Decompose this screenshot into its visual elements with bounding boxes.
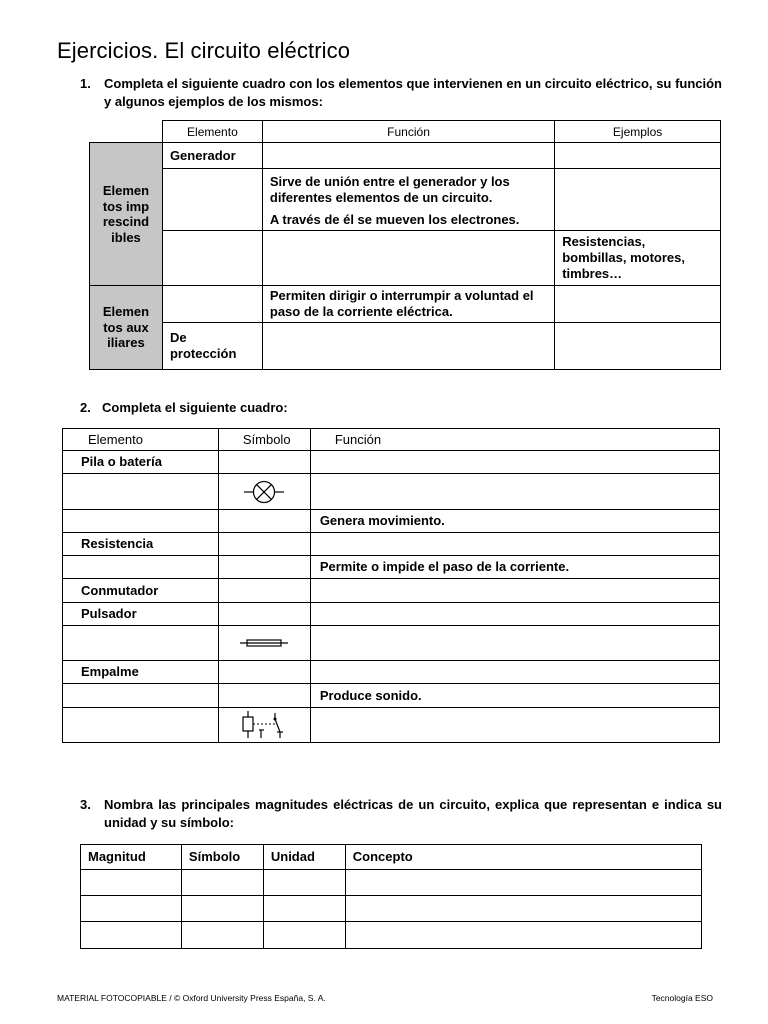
header-concepto: Concepto	[345, 845, 701, 870]
cell-elemento[interactable]	[63, 556, 219, 579]
header-magnitud: Magnitud	[81, 845, 182, 870]
group-label-imprescindibles: Elementos imprescindibles	[90, 143, 163, 286]
table-cell[interactable]	[555, 323, 721, 370]
lamp-symbol-icon	[242, 479, 286, 505]
question-number: 1.	[80, 76, 91, 91]
table-cell[interactable]	[218, 556, 310, 579]
cell-elemento: Pulsador	[63, 602, 219, 625]
cell-proteccion: De protección	[162, 323, 262, 370]
footer-copyright: MATERIAL FOTOCOPIABLE / © Oxford University Press España, S. A.	[57, 993, 326, 1003]
table-cell[interactable]	[262, 323, 554, 370]
footer-course: Tecnología ESO	[651, 993, 713, 1003]
header-simbolo: Símbolo	[218, 429, 310, 451]
cell-funcion: Genera movimiento.	[310, 509, 719, 532]
table-cell[interactable]	[218, 579, 310, 602]
table-cell[interactable]	[555, 169, 721, 231]
table-cell[interactable]	[181, 870, 263, 896]
table-cell[interactable]	[218, 451, 310, 474]
lamp-symbol-cell	[218, 474, 310, 509]
cell-funcion[interactable]	[310, 579, 719, 602]
table-cell[interactable]	[262, 231, 554, 286]
table-cell[interactable]	[81, 870, 182, 896]
table-cell[interactable]	[181, 896, 263, 922]
table-cell[interactable]	[162, 286, 262, 323]
symbols-table	[62, 428, 720, 743]
question-3-text: Nombra las principales magnitudes eléctricas de un circuito, explica que representan e indica su unidad y su símbolo:	[104, 797, 722, 830]
table-cell[interactable]	[181, 922, 263, 949]
cell-funcion: Produce sonido.	[310, 684, 719, 707]
magnitudes-table	[80, 844, 702, 949]
cell-elemento: Resistencia	[63, 532, 219, 555]
table-cell[interactable]	[218, 509, 310, 532]
question-text	[104, 75, 722, 111]
header-funcion: Función	[310, 429, 719, 451]
cell-funcion[interactable]	[310, 474, 719, 509]
header-ejemplos: Ejemplos	[555, 121, 721, 143]
table-cell[interactable]	[262, 143, 554, 169]
table-cell[interactable]	[345, 922, 701, 949]
cell-elemento: Conmutador	[63, 579, 219, 602]
table-cell[interactable]	[218, 602, 310, 625]
question-1	[80, 75, 722, 115]
cell-elemento: Empalme	[63, 661, 219, 684]
cell-elemento[interactable]	[63, 474, 219, 509]
table-cell[interactable]	[218, 532, 310, 555]
question-3	[80, 796, 722, 836]
cell-function-control: Permiten dirigir o interrumpir a voluntad el paso de la corriente eléctrica.	[262, 286, 554, 323]
cell-funcion[interactable]	[310, 602, 719, 625]
header-funcion: Función	[262, 121, 554, 143]
cell-funcion[interactable]	[310, 707, 719, 742]
question-1-text: Completa el siguiente cuadro con los elementos que intervienen en un circuito eléctrico, su función y algunos ejemplos de los mismos:	[104, 76, 722, 109]
table-cell[interactable]	[218, 684, 310, 707]
header-unidad: Unidad	[263, 845, 345, 870]
cell-funcion: Permite o impide el paso de la corriente.	[310, 556, 719, 579]
cell-examples-receptores: Resistencias, bombillas, motores, timbres…	[555, 231, 721, 286]
table-cell[interactable]	[263, 870, 345, 896]
fuse-symbol-cell	[218, 625, 310, 660]
elements-table	[89, 120, 721, 370]
cell-funcion[interactable]	[310, 661, 719, 684]
question-2-text: Completa el siguiente cuadro:	[102, 400, 288, 415]
table-cell[interactable]	[162, 231, 262, 286]
page-title: Ejercicios. El circuito eléctrico	[57, 38, 351, 63]
table-cell[interactable]	[345, 896, 701, 922]
cell-generador: Generador	[162, 143, 262, 169]
question-2	[80, 399, 722, 419]
cell-elemento[interactable]	[63, 625, 219, 660]
cell-funcion[interactable]	[310, 625, 719, 660]
table-cell[interactable]	[345, 870, 701, 896]
question-3-text-block	[104, 796, 722, 832]
cell-elemento: Pila o batería	[63, 451, 219, 474]
table-cell[interactable]	[263, 922, 345, 949]
cell-funcion[interactable]	[310, 451, 719, 474]
table-cell[interactable]	[81, 922, 182, 949]
question-number: 3.	[80, 797, 91, 812]
relay-symbol-cell	[218, 707, 310, 742]
cell-elemento[interactable]	[63, 707, 219, 742]
fuse-symbol-icon	[238, 636, 290, 650]
table-cell[interactable]	[162, 169, 262, 231]
header-elemento: Elemento	[162, 121, 262, 143]
relay-symbol-icon	[239, 710, 289, 740]
group-label-auxiliares: Elementos auxiliares	[90, 286, 163, 370]
cell-function-conductor: Sirve de unión entre el generador y los diferentes elementos de un circuito. A través de él se mueven los electrones.	[262, 169, 554, 231]
table-cell[interactable]	[263, 896, 345, 922]
header-simbolo: Símbolo	[181, 845, 263, 870]
header-elemento: Elemento	[63, 429, 219, 451]
cell-elemento[interactable]	[63, 684, 219, 707]
cell-elemento[interactable]	[63, 509, 219, 532]
table-cell[interactable]	[218, 661, 310, 684]
table-cell[interactable]	[81, 896, 182, 922]
table-cell[interactable]	[555, 286, 721, 323]
cell-funcion[interactable]	[310, 532, 719, 555]
table-cell[interactable]	[555, 143, 721, 169]
question-number: 2.	[80, 400, 91, 415]
